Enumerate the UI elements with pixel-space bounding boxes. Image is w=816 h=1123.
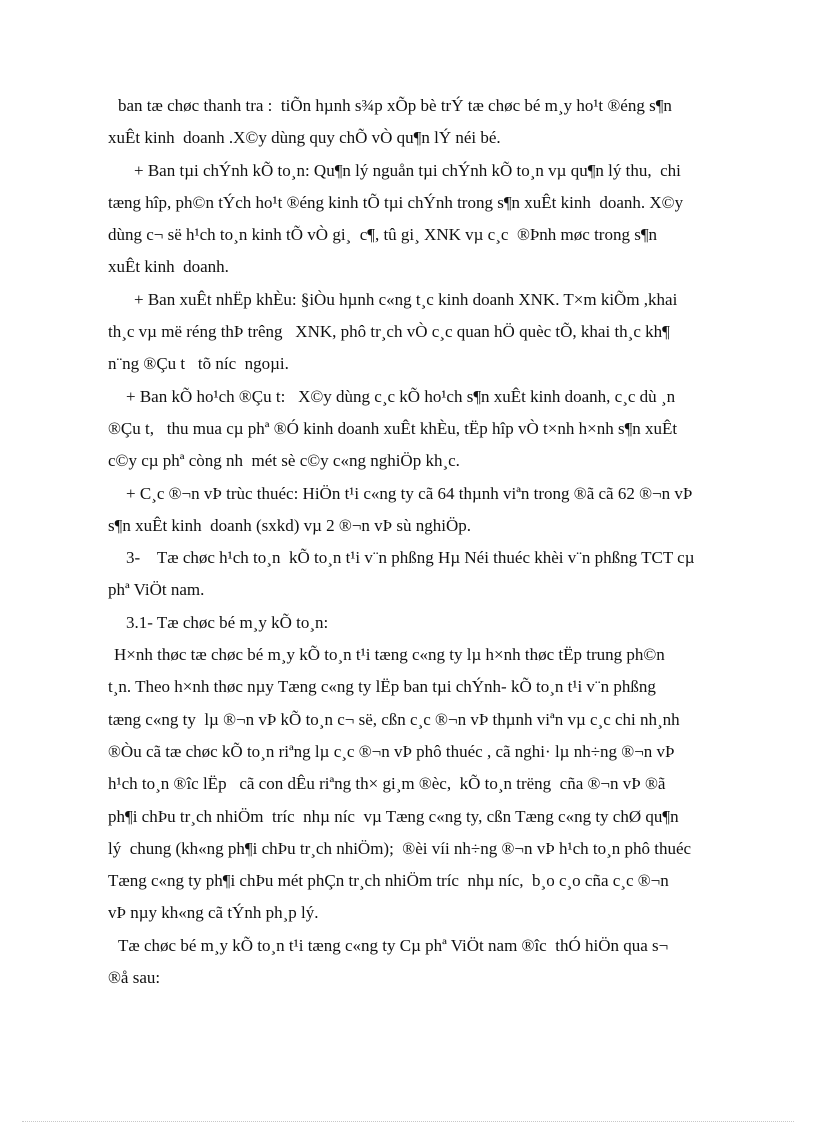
text-line: c©y cµ phª còng nh mét sè c©y c«ng nghiÖp kh¸c. [108, 451, 460, 471]
text-line: ban tæ chøc thanh tra : tiÕn hµnh s¾p xÕp bè trÝ tæ chøc bé m¸y ho¹t ®éng s¶n [118, 96, 672, 115]
text-line: s¶n xuÊt kinh doanh (sxkd) vµ 2 ®¬n vÞ sù nghiÖp. [108, 515, 472, 535]
text-line: xuÊt kinh doanh .X©y dùng quy chÕ vÒ qu¶n lÝ néi bé. [108, 128, 501, 148]
text-line: Tæ chøc bé m¸y kÕ to¸n t¹i tæng c«ng ty Cµ phª ViÖt nam ®îc thÓ hiÖn qua s¬ [118, 935, 669, 955]
document-body [108, 90, 784, 994]
text-line: th¸c vµ më réng thÞ trêng XNK, phô tr¸ch vÒ c¸c quan hÖ quèc tÕ, khai th¸c kh¶ [108, 322, 670, 342]
text-line: H×nh thøc tæ chøc bé m¸y kÕ to¸n t¹i tæng c«ng ty lµ h×nh thøc tËp trung ph©n [114, 645, 665, 665]
text-line: tæng c«ng ty lµ ®¬n vÞ kÕ to¸n c¬ së, cßn c¸c ®¬n vÞ thµnh viªn vµ c¸c chi nh¸nh [108, 709, 680, 729]
text-line: ®Çu t, thu mua cµ phª ®Ó kinh doanh xuÊt khÈu, tËp hîp vÒ t×nh h×nh s¶n xuÊt [108, 418, 678, 438]
text-line: vÞ nµy kh«ng cã tÝnh ph¸p lý. [108, 903, 319, 923]
text-line: t¸n. Theo h×nh thøc nµy Tæng c«ng ty lËp ban tµi chÝnh- kÕ to¸n t¹i v¨n phßng [108, 677, 656, 697]
text-line: + Ban kÕ ho¹ch ®Çu t: X©y dùng c¸c kÕ ho¹ch s¶n xuÊt kinh doanh, c¸c dù ¸n [126, 386, 676, 406]
text-line: phª ViÖt nam. [108, 580, 205, 600]
page-bottom-divider [22, 1121, 794, 1122]
text-line: + Ban xuÊt nhËp khÈu: §iÒu hµnh c«ng t¸c kinh doanh XNK. T×m kiÕm ,khai [134, 289, 678, 309]
text-line: + C¸c ®¬n vÞ trùc thuéc: HiÖn t¹i c«ng ty cã 64 thµnh viªn trong ®ã cã 62 ®¬n vÞ [126, 483, 693, 503]
text-line: dùng c¬ së h¹ch to¸n kinh tÕ vÒ gi¸ c¶, tû gi¸ XNK vµ c¸c ®Þnh møc trong s¶n [108, 225, 658, 245]
text-line: 3- Tæ chøc h¹ch to¸n kÕ to¸n t¹i v¨n phßng Hµ Néi thuéc khèi v¨n phßng TCT cµ [126, 548, 695, 568]
text-line: ®Òu cã tæ chøc kÕ to¸n riªng lµ c¸c ®¬n vÞ phô thuéc , cã nghi· lµ nh÷ng ®¬n vÞ [108, 741, 675, 761]
text-line: lý chung (kh«ng ph¶i chÞu tr¸ch nhiÖm); ®èi víi nh÷ng ®¬n vÞ h¹ch to¸n phô thuéc [108, 838, 692, 858]
text-line: n¨ng ®Çu t tõ níc ngoµi. [108, 354, 289, 374]
text-line: Tæng c«ng ty ph¶i chÞu mét phÇn tr¸ch nhiÖm tríc nhµ níc, b¸o c¸o cña c¸c ®¬n [108, 871, 669, 891]
section-heading: 3.1- Tæ chøc bé m¸y kÕ to¸n: [126, 612, 329, 632]
text-line: xuÊt kinh doanh. [108, 257, 229, 277]
text-line: ®å sau: [108, 968, 161, 988]
text-line: + Ban tµi chÝnh kÕ to¸n: Qu¶n lý nguån tµi chÝnh kÕ to¸n vµ qu¶n lý thu, chi [134, 160, 681, 180]
text-line: tæng hîp, ph©n tÝch ho¹t ®éng kinh tÕ tµi chÝnh trong s¶n xuÊt kinh doanh. X©y [108, 192, 684, 212]
text-line: ph¶i chÞu tr¸ch nhiÖm tríc nhµ níc vµ Tæng c«ng ty, cßn Tæng c«ng ty chØ qu¶n [108, 806, 679, 826]
text-line: h¹ch to¸n ®îc lËp cã con dÊu riªng th× gi¸m ®èc, kÕ to¸n trëng cña ®¬n vÞ ®ã [108, 774, 666, 794]
